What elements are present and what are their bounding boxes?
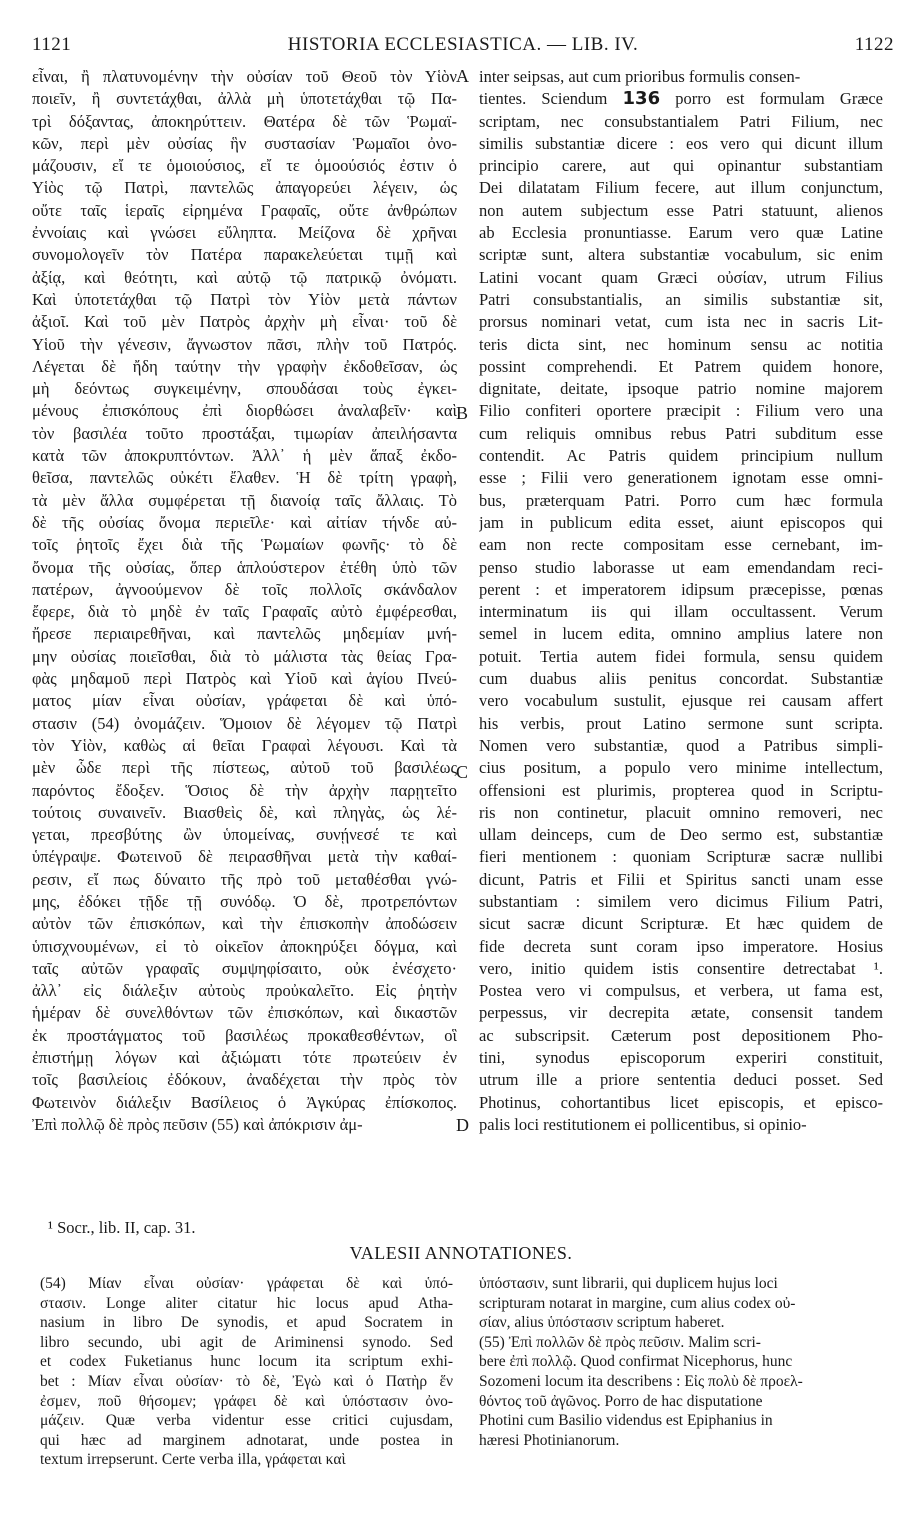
greek-text-line: στασιν (54) ὀνομάζειν. Ὅμοιον δὲ λέγομεν τῷ Πατρὶ bbox=[32, 713, 457, 733]
latin-text-line: Latini vocant quam Græci οὐσίαν, utrum Filius bbox=[479, 267, 883, 287]
latin-text-column bbox=[479, 66, 883, 1136]
greek-text-line: τούτοις συναινεῖν. Βιασθεὶς δὲ, καὶ πληγὰς, ὡς λέ- bbox=[32, 802, 457, 822]
greek-text-line: τρὶ δόξαντας, ἀποκηρύττειν. Θατέρα δὲ τῶν Ῥωμαϊ- bbox=[32, 111, 457, 131]
greek-text-line: μένους ἐπισκόπους ἐπὶ διορθώσει ἀναλαβεῖν· καὶ bbox=[32, 401, 457, 421]
greek-text-line: κῶν, περὶ μὲν οὐσίας ἣν συστασίαν Ῥωμαῖοι ὀνο- bbox=[32, 133, 457, 153]
greek-text-line: φὰς μηδαμοῦ περὶ Πατρὸς καὶ Υἱοῦ καὶ ἁγίου Πνεύ- bbox=[32, 669, 457, 689]
greek-text-column bbox=[32, 66, 457, 1136]
greek-text-line: δὲ τῆς οὐσίας ὄνομα περιεῖλε· καὶ αἰτίαν τήνδε αὐ- bbox=[32, 512, 457, 532]
latin-text-line: Nomen vero substantiæ, quod a Patribus simpli- bbox=[479, 735, 883, 755]
greek-text-line: ἀξίᾳ, καὶ θεότητι, καὶ αὐτῷ τῷ πατρικῷ ὀνόματι. bbox=[32, 267, 457, 287]
latin-text-line: fieri mentionem : quoniam Scripturæ sacræ nullibi bbox=[479, 847, 883, 867]
annotations-left-column bbox=[40, 1274, 453, 1470]
greek-text-line: ἐπιστήμῃ λόγων καὶ ἀξιώματι τότε πρωτεύειν ἐν bbox=[32, 1048, 457, 1068]
latin-text-line: vero, initio quidem istis consentire detrectabat ¹. bbox=[479, 958, 883, 978]
greek-text-line: ἐκ προστάγματος τοῦ βασιλέως προκαθεσθέντων, οἳ bbox=[32, 1025, 457, 1045]
annotation-line: qui hæc ad marginem adnotarat, unde postea in bbox=[40, 1431, 453, 1449]
latin-text-line: prorsus nominari vetat, cum ista nec in sacris Lit- bbox=[479, 312, 883, 332]
annotation-line: textum irrepserunt. Certe verba illa, γράφεται καὶ bbox=[40, 1451, 346, 1469]
greek-text-line: ἔφερε, διὰ τὸ μηδὲ ἐν ταῖς Γραφαῖς αὐτὸ ἐμφέρεσθαι, bbox=[32, 602, 457, 622]
greek-text-line: συνομολογεῖν τὸν Πατέρα παρακελεύεται τιμῇ καὶ bbox=[32, 245, 457, 265]
annotation-line: σίαν, alius ὑπόστασιν scriptum haberet. bbox=[479, 1314, 725, 1332]
annotation-line: (54) Μίαν εἶναι οὐσίαν· γράφεται δὲ καὶ ὑπό- bbox=[40, 1275, 453, 1292]
greek-text-line: τὰ μὲν ἄλλα συμφέρεται τῇ διανοίᾳ ταῖς ἄλλαις. Τὸ bbox=[32, 490, 457, 510]
latin-text-line: Patri consubstantialis, an similis substantiæ sit, bbox=[479, 289, 883, 309]
latin-text-line: inter seipsas, aut cum prioribus formulis consen- bbox=[479, 67, 801, 86]
latin-text-line: ac subscripsit. Cæterum post depositionem Pho- bbox=[479, 1025, 883, 1045]
latin-text-line: cum reliquis omnibus rebus Patri subditum esse bbox=[479, 423, 883, 443]
latin-text-line: Filio confiteri oportere præcipit : Filium vero una bbox=[479, 401, 883, 421]
page-header bbox=[32, 34, 894, 64]
greek-text-line: Φωτεινὸν διάλεξιν Βασίλειος ὁ Ἀγκύρας ἐπίσκοπος. bbox=[32, 1092, 457, 1112]
margin-marker-d: D bbox=[456, 1115, 469, 1135]
annotation-line: ἐσμεν, ποῦ θήσομεν; γράφει δὲ καὶ ὑπόστασιν ὀνο- bbox=[40, 1392, 453, 1410]
latin-text-line: Dei dilatatam Filium fecere, aut illum conjunctum, bbox=[479, 178, 883, 198]
latin-text-line: bus, præterquam Patri. Porro cum hæc formula bbox=[479, 490, 883, 510]
latin-text-line: fide decreta sunt coram ipso imperatore. Hosius bbox=[479, 936, 883, 956]
latin-line-136-post: porro est formulam Græce bbox=[675, 89, 883, 109]
latin-text-line: ab Ecclesia pronuntiasse. Earum vero quæ Latine bbox=[479, 223, 883, 243]
annotation-line: μάζειν. Quæ verba videntur esse critici cujusdam, bbox=[40, 1412, 453, 1430]
greek-text-line: κατὰ τῶν ἀποκρυπτόντων. Ἀλλ᾽ ἡ μὲν ἅπαξ ἐκδο- bbox=[32, 446, 457, 466]
greek-text-line: τὸν Υἱὸν, καθὼς αἱ θεῖαι Γραφαὶ λέγουσι. Καὶ τὰ bbox=[32, 735, 457, 755]
page-number-left: 1121 bbox=[32, 34, 72, 55]
latin-text-line: cum duabus aliis penitus concordat. Substantiæ bbox=[479, 669, 883, 689]
latin-text-line: penso studio laborasse ut eam emendandam reci- bbox=[479, 557, 883, 577]
annotation-line: libro secundo, ubi agit de Ariminensi synodo. Sed bbox=[40, 1333, 453, 1351]
annotation-line: (55) Ἐπὶ πολλῶν δὲ πρὸς πεῦσιν. Malim scri- bbox=[479, 1333, 761, 1351]
greek-text-line: ρεσιν, εἴ πως δύναιτο τῆς πρὸ τοῦ μεταθέσθαι γνώ- bbox=[32, 869, 457, 889]
latin-text-line: cius positum, a populo vero minime intellectum, bbox=[479, 758, 883, 778]
greek-text-line: οὔτε ταῖς ἱεραῖς εἰρημένα Γραφαῖς, οὔτε ἀνθρώπων bbox=[32, 200, 457, 220]
latin-text-line: contendit. Ac Patris quidem principium nullum bbox=[479, 446, 883, 466]
margin-marker-b: B bbox=[456, 403, 469, 423]
latin-text-line: possint comprehendi. Et Patrem quidem honore, bbox=[479, 356, 883, 376]
annotations-right-column bbox=[479, 1274, 884, 1450]
greek-text-line: τοῖς βασιλείοις ἐδόκουν, ἀναδέχεται τὴν πρὸς τὸν bbox=[32, 1070, 457, 1090]
latin-text-line: dicunt, Patris et Filii et Spiritus sancti unam esse bbox=[479, 869, 883, 889]
greek-text-line: ταῖς αὐτῶν γραφαῖς συμψηφίσαιτο, οὐκ ἐνέσχετο· bbox=[32, 958, 457, 978]
latin-line-136-pre: tientes. Sciendum bbox=[479, 89, 608, 109]
greek-text-line: Υἱοῦ τὴν γένεσιν, ἄγνωστον πᾶσι, πλὴν τοῦ Πατρός. bbox=[32, 334, 457, 354]
column-number-136: 136 bbox=[622, 88, 661, 110]
greek-text-line: ἤρεσε περιαιρεθῆναι, καὶ παντελῶς μηδεμίαν μνή- bbox=[32, 624, 457, 644]
annotation-line: bet : Μίαν εἶναι οὐσίαν· τὸ δὲ, Ἐγὼ καὶ ὁ Πατὴρ ἕν bbox=[40, 1372, 453, 1390]
latin-text-line: dignitate, deitate, ipsoque patrio nomine majorem bbox=[479, 379, 883, 399]
greek-text-line: παρόντος ἔδοξεν. Ὅσιος δὲ τὴν ἀρχὴν παρῃτεῖτο bbox=[32, 780, 457, 800]
greek-text-line: Καὶ ὑποτετάχθαι τῷ Πατρὶ τὸν Υἱὸν μετὰ πάντων bbox=[32, 289, 457, 309]
latin-text-line: substantiam : similem vero dicimus Filium Patri, bbox=[479, 891, 883, 911]
annotation-line: et codex Fuketianus hunc locum ita scriptum exhi- bbox=[40, 1353, 453, 1371]
greek-text-line: Ἐπὶ πολλῷ δὲ πρὸς πεῦσιν (55) καὶ ἀπόκρισιν ἀμ- bbox=[32, 1114, 363, 1134]
latin-line-136 bbox=[479, 88, 883, 110]
greek-text-line: ὑπέγραψε. Φωτεινοῦ δὲ πειρασθῆναι μετὰ τὴν καθαί- bbox=[32, 847, 457, 867]
greek-text-line: τοῖς ῥητοῖς ἔχει διὰ τῆς Ῥωμαίων φωνῆς· τὸ δὲ bbox=[32, 535, 457, 555]
greek-text-line: μὴ δεόντως συγκειμένην, σπουδάσαι τοὺς ἐγκει- bbox=[32, 379, 457, 399]
greek-text-line: πατέρων, ἀγνοούμενον δὲ τοῖς πολλοῖς σκάνδαλον bbox=[32, 579, 457, 599]
annotation-line: scripturam notarat in margine, cum alius codex οὐ- bbox=[479, 1294, 796, 1312]
latin-text-line: palis loci restitutionem ei pollicentibus, si opinio- bbox=[479, 1114, 807, 1134]
latin-text-line: Postea vero vi compulsus, et verbera, ut fama est, bbox=[479, 981, 883, 1001]
latin-text-line: ris non continetur, placuit omnino removeri, nec bbox=[479, 802, 883, 822]
latin-text-line: Photinus, cohortantibus licet episcopis, et episco- bbox=[479, 1092, 883, 1112]
greek-text-line: εἶναι, ἢ πλατυνομένην τὴν οὐσίαν τοῦ Θεοῦ τὸν Υἱὸν bbox=[32, 67, 457, 86]
greek-text-line: ὄνομα τῆς οὐσίας, ὅπερ ἁπλούστερον ἐτέθη ὑπὸ τῶν bbox=[32, 557, 457, 577]
annotation-line: Sozomeni locum ita describens : Εἰς πολὺ δὲ προελ- bbox=[479, 1372, 803, 1390]
greek-text-line: μὲν ὧδε περὶ τῆς πίστεως, αὐτοῦ τοῦ βασιλέως bbox=[32, 758, 457, 778]
greek-text-line: μην οὐσίας ποιεῖσθαι, διὰ τὸ μάλιστα τὰς θείας Γρα- bbox=[32, 646, 457, 666]
greek-text-line: μης, ἐδόκει τῇδε τῇ συνόδῳ. Ὁ δὲ, προτρεπόντων bbox=[32, 891, 457, 911]
greek-text-line: ἡμέραν δὲ συνελθόντων τῶν ἐπισκόπων, καὶ δικαστῶν bbox=[32, 1003, 457, 1023]
greek-text-line: ἐννοίαις καὶ γνώσει εὔληπτα. Μείζονα δὲ χρῆναι bbox=[32, 223, 457, 243]
greek-text-line: ὑπισχνουμένων, εἰ τὸ οἰκεῖον ἀποκηρύξει δόγμα, καὶ bbox=[32, 936, 457, 956]
latin-text-line: principio carere, aut qui opinantur substantiam bbox=[479, 156, 883, 176]
annotation-line: nasium in libro De synodis, et apud Socratem in bbox=[40, 1314, 453, 1332]
annotation-line: στασιν. Longe aliter citatur hic locus apud Atha- bbox=[40, 1294, 453, 1312]
greek-text-line: Υἱὸς τῷ Πατρὶ, παντελῶς ἀπαγορεύει λέγειν, ὡς bbox=[32, 178, 457, 198]
footnote: ¹ Socr., lib. II, cap. 31. bbox=[48, 1218, 196, 1237]
latin-text-line: jam in publicum edita esset, aiunt episcopos qui bbox=[479, 512, 883, 532]
latin-text-line: his verbis, prout Latino sermone sunt scripta. bbox=[479, 713, 883, 733]
greek-text-line: γεται, πρεσβύτης ὢν ὑπομείνας, συνῄνεσέ τε καὶ bbox=[32, 825, 457, 845]
greek-text-line: αὐτὸν τῶν ἐπισκόπων, καὶ τὴν ἐπισκοπὴν ἀποδώσειν bbox=[32, 914, 457, 934]
latin-text-line: tini, synodus episcoporum experiri constituit, bbox=[479, 1048, 883, 1068]
running-title: HISTORIA ECCLESIASTICA. — LIB. IV. bbox=[287, 34, 639, 55]
latin-text-line: utrum ille a priore sententia deduci posset. Sed bbox=[479, 1070, 883, 1090]
greek-text-line: ἀξιοῖ. Καὶ τοῦ μὲν Πατρὸς ἀρχὴν μὴ εἶναι· τοῦ δὲ bbox=[32, 312, 457, 332]
latin-text-line: teris dicta sint, nec hominum sensu ac notitia bbox=[479, 334, 883, 354]
latin-text-line: similis substantiæ dicere : eos vero qui dicunt illum bbox=[479, 133, 883, 153]
greek-text-line: Λέγεται δὲ ἤδη ταύτην τὴν γραφὴν ἐκδοθεῖσαν, ὡς bbox=[32, 356, 457, 376]
annotation-line: θόντος τοῦ ἀγῶνος. Porro de hac disputatione bbox=[479, 1392, 763, 1410]
latin-text-line: semel in lucem edita, omnino amplius latere non bbox=[479, 624, 883, 644]
latin-text-line: offensioni est plurimis, propterea quod in Scriptu- bbox=[479, 780, 883, 800]
latin-text-line: perent : et imperatorem idipsum præcepisse, pœnas bbox=[479, 579, 883, 599]
latin-text-line: eam non recte compositam esse cernebant, im- bbox=[479, 535, 883, 555]
latin-text-line: sicut sacræ dicunt Scripturæ. Et hæc quidem de bbox=[479, 914, 883, 934]
greek-text-line: μάζουσιν, εἴ τε ὁμοιούσιος, εἴ τε ὁμοούσιός ἐστιν ὁ bbox=[32, 156, 457, 176]
latin-text-line: interminatum iis qui illam occultassent. Verum bbox=[479, 602, 883, 622]
greek-text-line: θεῖσα, παντελῶς οὐκέτι ἔλαθεν. Ἡ δὲ τρίτη γραφὴ, bbox=[32, 468, 457, 488]
annotation-line: bere ἐπὶ πολλῷ. Quod confirmat Nicephorus, hunc bbox=[479, 1353, 793, 1371]
latin-text-line: scriptæ sunt, altera substantiæ vocabulum, sic enim bbox=[479, 245, 883, 265]
greek-text-line: ποιεῖν, ἢ συντετάχθαι, ἀλλὰ μὴ ὑποτετάχθαι τῷ Πα- bbox=[32, 89, 457, 109]
latin-text-line: potuit. Tertia autem fidei formula, sensu quidem bbox=[479, 646, 883, 666]
page-number-right: 1122 bbox=[854, 34, 894, 55]
greek-text-line: ματος μίαν εἶναι οὐσίαν, γράφεται δὲ καὶ ὑπό- bbox=[32, 691, 457, 711]
latin-text-line: scriptam, nec consubstantialem Patri Filium, nec bbox=[479, 111, 883, 131]
latin-text-line: non autem subjectum esse Patri statuunt, alienos bbox=[479, 200, 883, 220]
greek-text-line: τὸν βασιλέα τοῦτο προστάξαι, τιμωρίαν ἀπειλήσαντα bbox=[32, 423, 457, 443]
latin-text-line: esse ; Filii vero generationem ignotam esse omni- bbox=[479, 468, 883, 488]
latin-text-line: perpessus, vir decrepita ætate, consensit tandem bbox=[479, 1003, 883, 1023]
margin-marker-c: C bbox=[456, 762, 469, 782]
annotations-title: VALESII ANNOTATIONES. bbox=[349, 1243, 573, 1263]
latin-text-line: ullam deinceps, cum de Deo sermo est, substantiæ bbox=[479, 825, 883, 845]
latin-text-line: vero vocabulum sustulit, ejusque rei causam affert bbox=[479, 691, 883, 711]
margin-marker-a: A bbox=[456, 66, 469, 86]
annotation-line: hæresi Photinianorum. bbox=[479, 1431, 620, 1449]
annotation-line: ὑπόστασιν, sunt librarii, qui duplicem hujus loci bbox=[479, 1275, 778, 1292]
greek-text-line: ἀλλ᾽ εἰς διάλεξιν αὐτοὺς προὐκαλεῖτο. Εἰς ῥητὴν bbox=[32, 981, 457, 1001]
annotation-line: Photini cum Basilio videndus est Epiphanius in bbox=[479, 1412, 773, 1430]
